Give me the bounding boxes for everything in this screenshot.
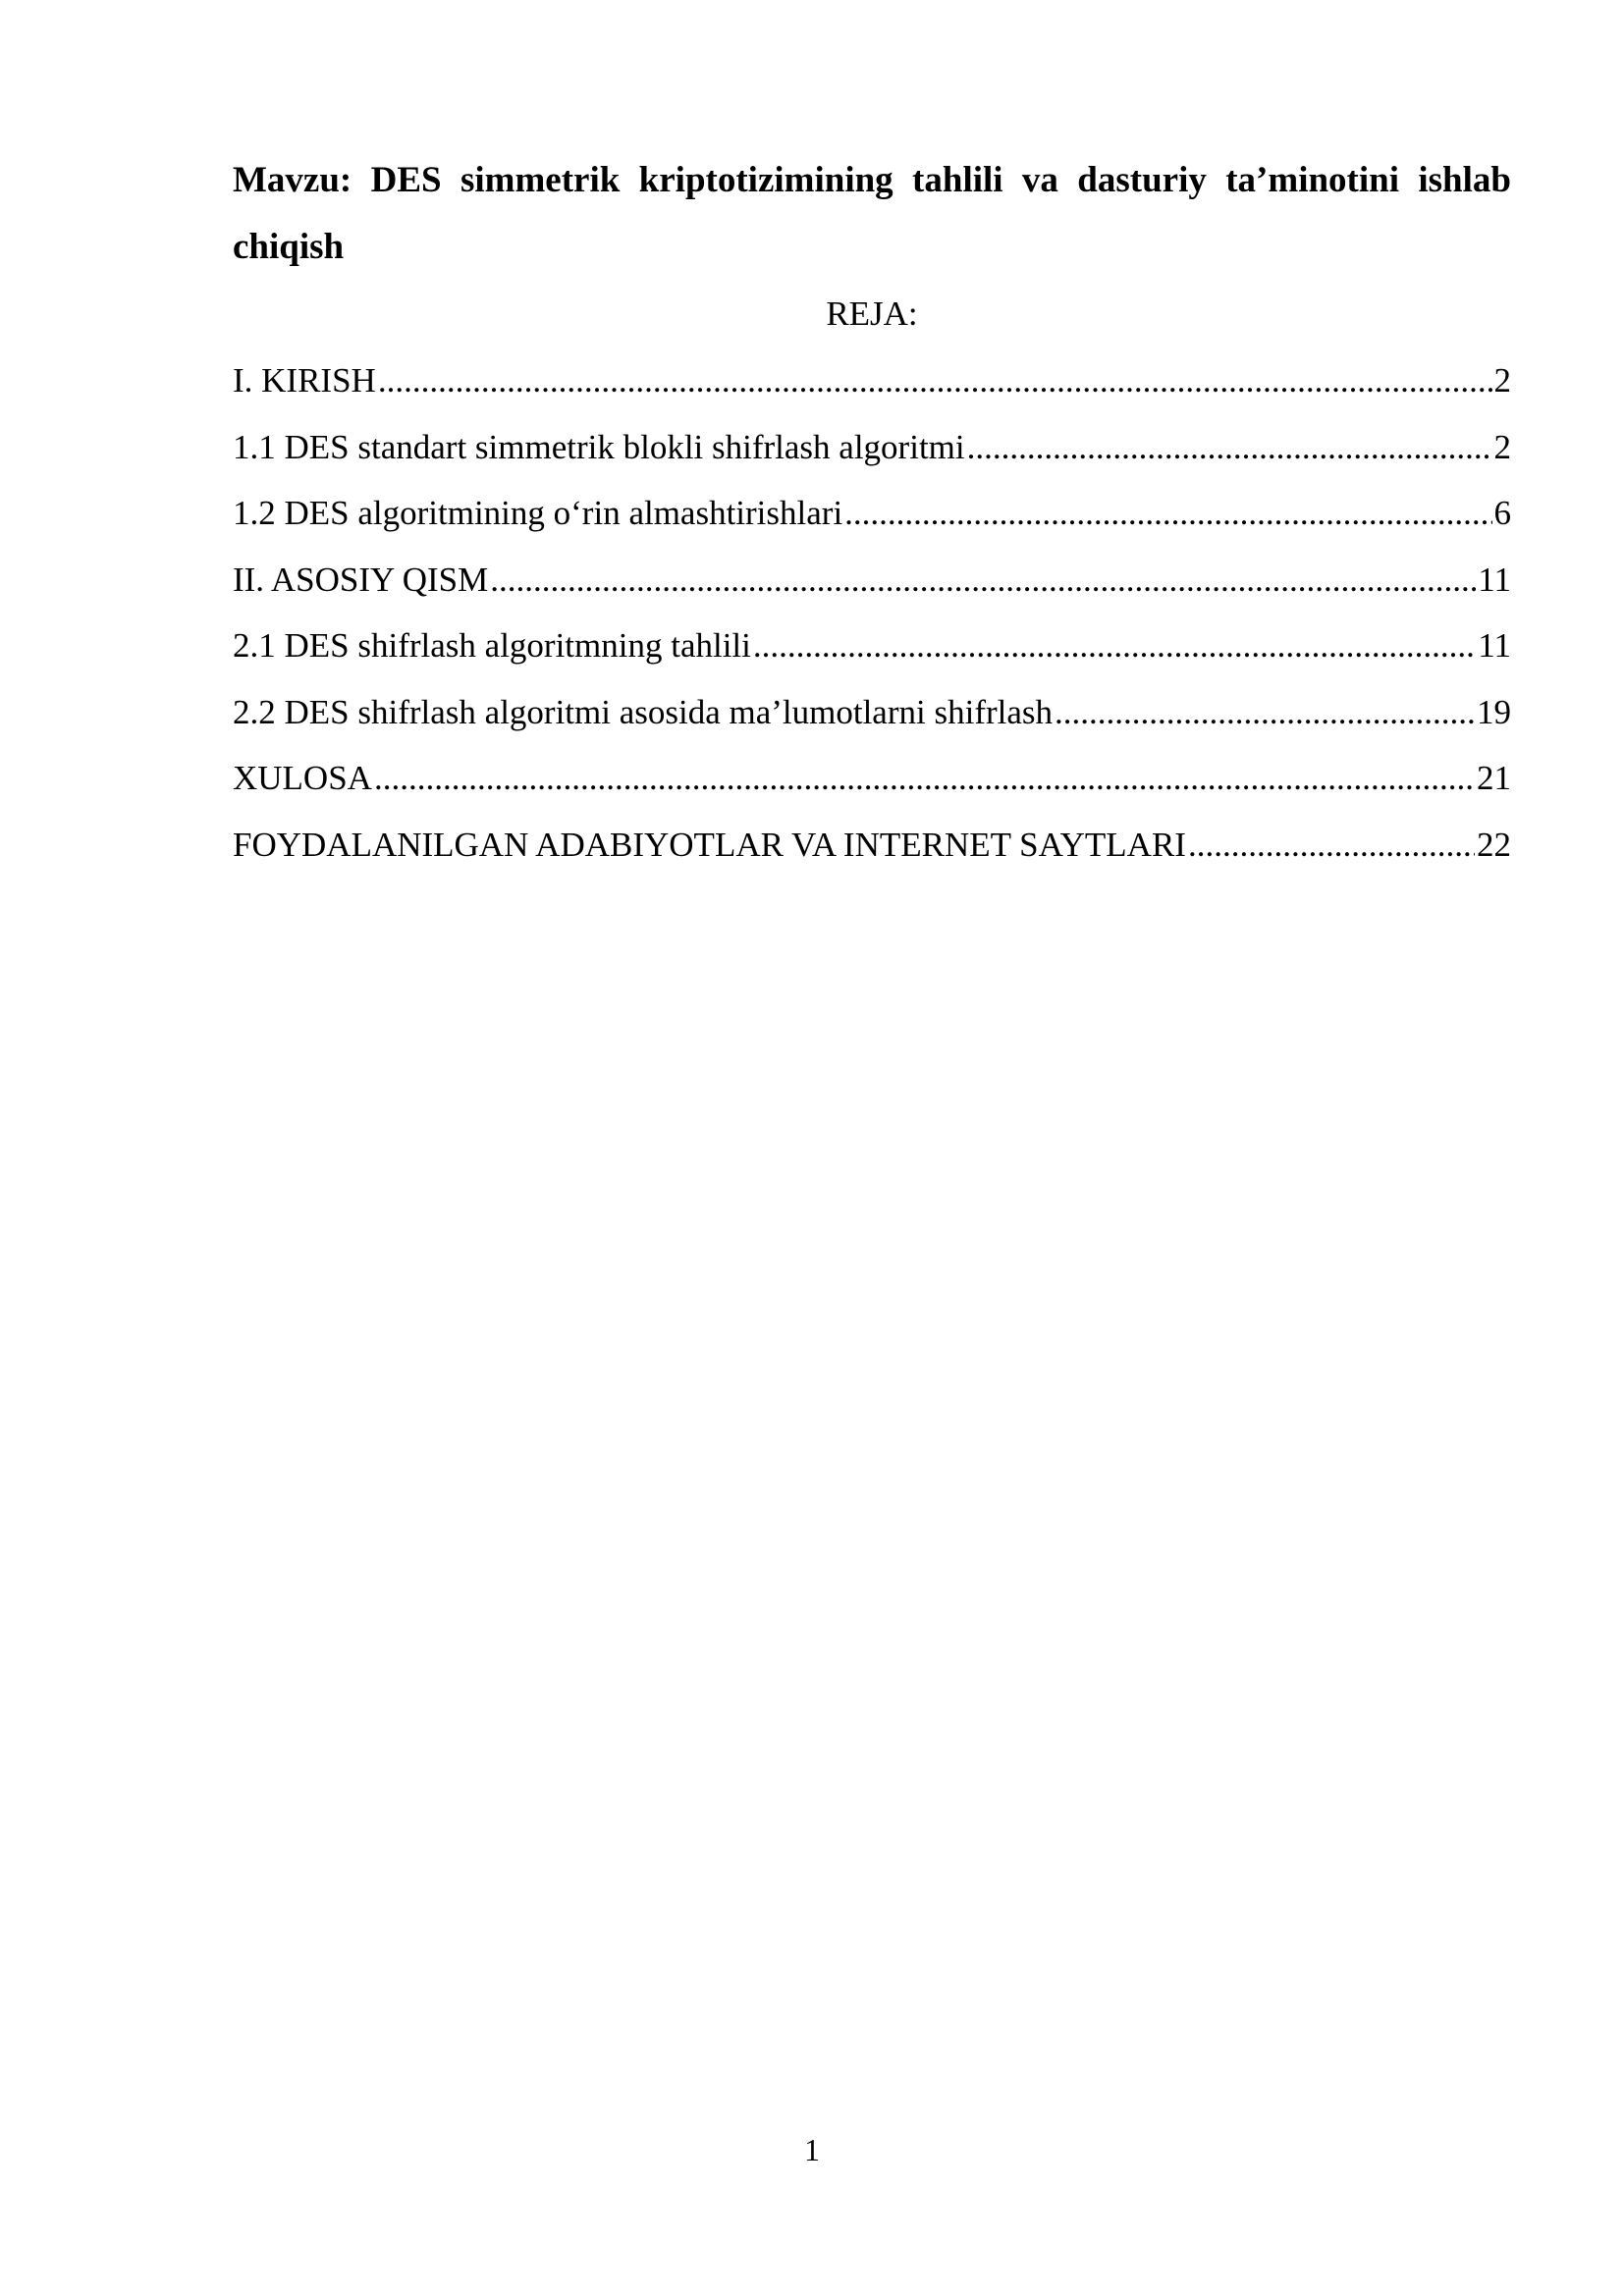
document-title-line-2: chiqish	[233, 227, 345, 267]
toc-entry-1-1[interactable]	[233, 414, 1511, 481]
toc-entry-label: II. ASOSIY QISM	[233, 560, 489, 599]
toc-entry-page: 11	[1478, 626, 1511, 665]
toc-entry-page: 6	[1493, 494, 1511, 532]
document-title	[233, 147, 1511, 281]
toc-entry-page: 2	[1493, 361, 1511, 400]
toc-entry-page: 22	[1477, 825, 1511, 864]
toc-dot-leader	[967, 414, 1492, 481]
toc-dot-leader	[753, 613, 1476, 679]
page-content	[233, 147, 1511, 878]
toc-dot-leader	[1055, 679, 1475, 746]
toc-entry-kirish[interactable]	[233, 347, 1511, 414]
toc-entry-label: I. KIRISH	[233, 361, 376, 400]
toc-entry-label: 2.1 DES shifrlash algoritmning tahlili	[233, 626, 751, 665]
toc-entry-label: 2.2 DES shifrlash algoritmi asosida ma’lumotlarni shifrlash	[233, 692, 1054, 731]
page-number: 1	[804, 2132, 820, 2167]
toc-dot-leader	[1188, 812, 1475, 879]
document-title-line-1: Mavzu: DES simmetrik kriptotizimining tahlili va dasturiy ta’minotini ishlab	[233, 160, 1511, 200]
toc-entry-label: XULOSA	[233, 759, 372, 797]
toc-entry-2-1[interactable]	[233, 613, 1511, 679]
table-of-contents	[233, 347, 1511, 878]
toc-dot-leader	[374, 745, 1475, 812]
toc-entry-page: 11	[1478, 560, 1511, 599]
toc-entry-label: 1.1 DES standart simmetrik blokli shifrlash algoritmi	[233, 427, 965, 466]
toc-entry-page: 19	[1477, 692, 1511, 731]
toc-entry-page: 21	[1477, 759, 1511, 797]
toc-dot-leader	[844, 480, 1491, 547]
toc-dot-leader	[378, 347, 1492, 414]
toc-entry-label: 1.2 DES algoritmining o‘rin almashtirishlari	[233, 494, 843, 532]
toc-entry-label: FOYDALANILGAN ADABIYOTLAR VA INTERNET SAYTLARI	[233, 825, 1186, 864]
plan-heading: REJA:	[826, 294, 918, 333]
toc-entry-1-2[interactable]	[233, 480, 1511, 547]
toc-entry-page: 2	[1493, 427, 1511, 466]
toc-entry-references[interactable]	[233, 812, 1511, 879]
toc-entry-asosiy-qism[interactable]	[233, 547, 1511, 614]
toc-entry-2-2[interactable]	[233, 679, 1511, 746]
toc-entry-xulosa[interactable]	[233, 745, 1511, 812]
toc-dot-leader	[490, 547, 1476, 614]
